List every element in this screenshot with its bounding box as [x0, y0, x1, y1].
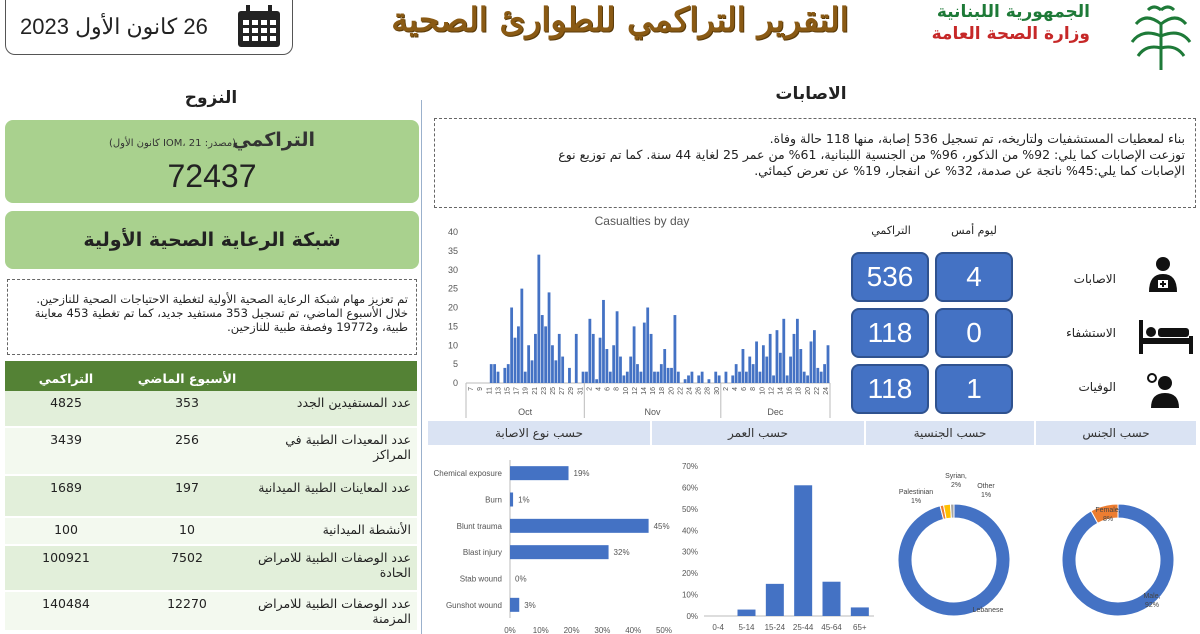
x-tick-label: 5-14 — [738, 623, 755, 632]
row-total: 4825 — [50, 395, 82, 410]
tab-gender[interactable]: حسب الجنس — [1036, 421, 1196, 445]
bar — [718, 375, 721, 383]
value-label: 0% — [515, 574, 527, 584]
bar — [544, 326, 547, 383]
row-total: 3439 — [50, 432, 82, 447]
month-label: Nov — [644, 407, 661, 417]
hospital-bed-icon — [1139, 318, 1193, 354]
phc-title: شبكة الرعاية الصحية الأولية — [5, 211, 419, 269]
x-tick-label: 30 — [713, 387, 721, 395]
category-label: Chemical exposure — [433, 469, 502, 479]
bar — [609, 372, 612, 383]
x-tick-label: 6 — [741, 387, 749, 391]
x-tick-label: 23 — [540, 387, 548, 395]
bar — [660, 364, 663, 383]
bar — [541, 315, 544, 383]
x-tick-label: 16 — [650, 387, 658, 395]
x-tick-label: 4 — [595, 387, 603, 391]
injuries-yesterday: 4 — [935, 252, 1013, 302]
x-tick-label: 19 — [522, 387, 530, 395]
bar — [725, 372, 728, 383]
y-tick-label: 70% — [681, 462, 698, 471]
bar — [605, 349, 608, 383]
x-tick-label: 10 — [759, 387, 767, 395]
x-tick-label: 7 — [468, 387, 476, 391]
bar — [616, 311, 619, 383]
bar — [636, 364, 639, 383]
col-cumulative-label: التراكمي — [871, 224, 911, 237]
bar — [752, 364, 755, 383]
x-tick-label: 45-64 — [821, 623, 842, 632]
x-tick-label: 4 — [731, 387, 739, 391]
bar — [674, 315, 677, 383]
row-total: 140484 — [42, 596, 90, 611]
bar — [738, 372, 741, 383]
casualties-by-day-chart — [430, 210, 835, 422]
category-label: Burn — [485, 495, 502, 505]
y-tick-label: 20 — [447, 302, 458, 313]
bar — [599, 338, 602, 383]
bar — [575, 334, 578, 383]
bar — [588, 319, 591, 383]
row-total: 100921 — [42, 550, 90, 565]
bar — [813, 330, 816, 383]
x-tick-label: 14 — [640, 387, 648, 395]
bar — [742, 349, 745, 383]
y-tick-label: 35 — [447, 245, 458, 256]
bar — [653, 372, 656, 383]
table-header-label — [247, 372, 417, 380]
bar — [507, 364, 510, 383]
age-chart — [678, 450, 878, 634]
bar — [650, 334, 653, 383]
x-tick-label: 13 — [495, 387, 503, 395]
slice-label: Lebanese — [972, 607, 1004, 614]
gender-chart — [1046, 450, 1196, 634]
summary-line-2: توزعت الإصابات كما يلي: 92% من الذكور، 96% من الجنسية اللبنانية، 61% من عمر 25 لغاية 44 سنة. كما تم توزيع نوع — [558, 147, 1185, 162]
bar — [612, 345, 615, 383]
slice-label: Syrian, 2% — [945, 473, 967, 489]
bar — [779, 353, 782, 383]
bar — [765, 357, 768, 383]
bar — [748, 357, 751, 383]
table-header-total: التراكمي — [38, 370, 94, 386]
table-row — [5, 391, 417, 428]
bar — [517, 326, 520, 383]
x-tick-label: 16 — [786, 387, 794, 395]
x-tick-label: 25-44 — [792, 623, 814, 632]
republic-label: الجمهورية اللبنانية — [936, 2, 1090, 22]
bar — [762, 345, 765, 383]
x-tick-label: 0% — [504, 626, 516, 634]
x-tick-label: 6 — [604, 387, 612, 391]
category-label: Blast injury — [462, 548, 502, 558]
bar — [663, 349, 666, 383]
bar — [691, 372, 694, 383]
x-tick-label: 9 — [477, 387, 485, 391]
y-tick-label: 25 — [447, 283, 458, 294]
summary-line-3: الإصابات كما يلي:45% ناتجة عن صدمة، 32% عن انفجار، 19% عن تعرض كيمائي. — [754, 163, 1185, 178]
bar — [799, 349, 802, 383]
x-tick-label: 31 — [577, 387, 585, 395]
x-tick-label: 11 — [486, 387, 494, 395]
hospitalized-label: الاستشفاء — [1066, 326, 1116, 340]
bar — [769, 334, 772, 383]
bar — [622, 375, 625, 383]
bar — [708, 379, 711, 383]
injury-type-chart — [428, 450, 678, 634]
x-tick-label: 10 — [622, 387, 630, 395]
x-tick-label: 8 — [613, 387, 621, 391]
tab-nationality[interactable]: حسب الجنسية — [866, 421, 1034, 445]
x-tick-label: 8 — [750, 387, 758, 391]
y-tick-label: 0 — [452, 378, 458, 388]
bar — [816, 368, 819, 383]
bar — [585, 372, 588, 383]
value-label: 19% — [573, 469, 590, 479]
y-tick-label: 40 — [447, 227, 458, 237]
bar — [527, 345, 530, 383]
y-tick-label: 60% — [681, 483, 698, 493]
bar — [602, 300, 605, 383]
deceased-person-icon — [1146, 372, 1180, 408]
panel-divider — [421, 100, 422, 634]
category-label: Blunt trauma — [456, 521, 502, 531]
bar — [687, 375, 690, 383]
bar — [629, 357, 632, 383]
category-label: Gunshot wound — [445, 600, 502, 610]
bar — [554, 360, 557, 383]
bar — [626, 372, 629, 383]
bar — [510, 493, 513, 507]
ministry-name — [900, 2, 1090, 44]
bar — [510, 466, 569, 480]
y-tick-label: 10% — [681, 590, 698, 600]
y-tick-label: 20% — [681, 569, 698, 579]
month-label: Oct — [518, 407, 533, 417]
source-note: (مصدر: IOM، 21 كانون الأول) — [109, 138, 237, 149]
displacement-title: النزوح — [184, 88, 238, 108]
table-row — [5, 476, 417, 518]
bar — [524, 372, 527, 383]
bar — [796, 319, 799, 383]
bar — [510, 545, 609, 559]
x-tick-label: 20% — [563, 626, 580, 634]
bar — [582, 372, 585, 383]
slice-label: Palestinian 1% — [898, 489, 934, 505]
x-tick-label: 2 — [586, 387, 594, 391]
x-tick-label: 21 — [531, 387, 539, 395]
bar — [667, 368, 670, 383]
x-tick-label: 26 — [695, 387, 703, 395]
y-tick-label: 30% — [681, 547, 698, 557]
bar — [531, 360, 534, 383]
bar — [619, 357, 622, 383]
row-label: عدد المعاينات الطبية الميدانية — [258, 480, 411, 495]
x-tick-label: 29 — [568, 387, 576, 395]
value-label: 32% — [613, 548, 630, 558]
bar — [568, 368, 571, 383]
x-tick-label: 15 — [504, 387, 512, 395]
slice-label: Other 1% — [977, 483, 995, 499]
bar — [803, 372, 806, 383]
bar — [592, 334, 595, 383]
row-label: عدد المعيدات الطبية في المراكز — [285, 432, 411, 462]
bar — [735, 364, 738, 383]
bar — [595, 379, 598, 383]
page-title: التقرير التراكمي للطوارئ الصحية — [391, 0, 849, 39]
cedar-logo-icon — [1128, 2, 1194, 72]
x-tick-label: 22 — [677, 387, 685, 395]
x-tick-label: 25 — [549, 387, 557, 395]
bar — [537, 255, 540, 383]
bar — [657, 372, 660, 383]
bar — [731, 375, 734, 383]
row-week: 197 — [175, 480, 199, 495]
bar — [520, 289, 523, 383]
y-tick-label: 15 — [447, 321, 458, 332]
table-row — [5, 428, 417, 476]
value-label: 45% — [653, 521, 670, 531]
table-row — [5, 518, 417, 546]
bar — [493, 364, 496, 383]
x-tick-label: 65+ — [853, 623, 867, 632]
table-row — [5, 546, 417, 592]
bar — [514, 338, 517, 383]
row-label: الأنشطة الميدانية — [322, 522, 411, 537]
month-label: Dec — [767, 407, 784, 417]
x-tick-label: 12 — [768, 387, 776, 395]
chart-title: Casualties by day — [594, 214, 690, 228]
bar — [670, 368, 673, 383]
x-tick-label: 40% — [625, 626, 642, 634]
bar — [793, 334, 796, 383]
phc-description: تم تعزيز مهام شبكة الرعاية الصحية الأولية لتغطية الاحتياجات الصحية للنازحين. خلال الأسبوع الماضي، تم تسجيل 353 مستفيد جديد، كما تم تغطية 453 معاينة طبية، و19772 وفصفة طبية للنازحين. — [7, 279, 417, 355]
bar — [738, 610, 756, 616]
col-yesterday-label: ليوم أمس — [951, 224, 997, 237]
bar — [789, 357, 792, 383]
slice-label: Male, 92% — [1143, 593, 1161, 609]
bar — [810, 341, 813, 383]
bar — [851, 607, 869, 616]
cumulative-value: 72437 — [167, 158, 257, 194]
x-tick-label: 15-24 — [764, 623, 786, 632]
bar — [759, 372, 762, 383]
bar — [820, 372, 823, 383]
x-tick-label: 14 — [777, 387, 785, 395]
y-tick-label: 0% — [686, 612, 698, 621]
bar — [646, 308, 649, 384]
x-tick-label: 2 — [722, 387, 730, 391]
bar — [558, 334, 561, 383]
injuries-cumulative: 536 — [851, 252, 929, 302]
table-row — [5, 592, 417, 632]
bar — [503, 368, 506, 383]
bar — [786, 375, 789, 383]
pie-slice — [898, 504, 1010, 616]
bar — [806, 375, 809, 383]
deaths-cumulative: 118 — [851, 364, 929, 414]
value-label: 1% — [518, 495, 530, 505]
y-tick-label: 50% — [681, 504, 698, 514]
x-tick-label: 17 — [513, 387, 521, 395]
x-tick-label: 12 — [631, 387, 639, 395]
x-tick-label: 20 — [668, 387, 676, 395]
bar — [633, 326, 636, 383]
injuries-summary — [434, 118, 1196, 208]
bar — [551, 345, 554, 383]
row-week: 10 — [179, 522, 195, 537]
injuries-label: الاصابات — [1073, 272, 1116, 286]
ministry-label: وزارة الصحة العامة — [931, 24, 1090, 44]
report-date: 26 كانون الأول 2023 — [20, 14, 208, 39]
injured-person-icon — [1146, 256, 1180, 292]
bar — [684, 379, 687, 383]
x-tick-label: 10% — [532, 626, 549, 634]
bar — [714, 372, 717, 383]
y-tick-label: 10 — [447, 340, 458, 351]
calendar-icon — [236, 5, 282, 49]
deaths-label: الوفيات — [1078, 380, 1116, 394]
hospitalized-cumulative: 118 — [851, 308, 929, 358]
bar — [548, 292, 551, 383]
x-tick-label: 18 — [659, 387, 667, 395]
row-label: عدد المستفيدين الجدد — [296, 395, 411, 410]
table-header — [5, 361, 417, 391]
row-label: عدد الوصفات الطبية للامراض المزمنة — [258, 596, 411, 626]
category-label: Stab wound — [459, 574, 502, 584]
x-tick-label: 30% — [594, 626, 611, 634]
summary-line-1: بناء لمعطيات المستشفيات ولتاريخه، تم تسجيل 536 إصابة، منها 118 حالة وفاة. — [769, 131, 1185, 146]
tab-injury-type[interactable]: حسب نوع الاصابة — [428, 421, 650, 445]
bar — [677, 372, 680, 383]
x-tick-label: 22 — [813, 387, 821, 395]
row-week: 353 — [175, 395, 199, 410]
x-tick-label: 18 — [795, 387, 803, 395]
bar — [561, 357, 564, 383]
row-week: 256 — [175, 432, 199, 447]
x-tick-label: 24 — [686, 387, 694, 395]
bar — [534, 334, 537, 383]
phc-table — [5, 361, 417, 634]
x-tick-label: 20 — [804, 387, 812, 395]
row-total: 1689 — [50, 480, 82, 495]
x-tick-label: 28 — [704, 387, 712, 395]
bar — [827, 345, 830, 383]
tab-age[interactable]: حسب العمر — [652, 421, 864, 445]
pie-slice — [950, 504, 954, 518]
row-label: عدد الوصفات الطبية للامراض الحادة — [258, 550, 411, 580]
y-tick-label: 40% — [681, 526, 698, 536]
bar — [823, 364, 826, 383]
cumulative-label: التراكمي — [232, 129, 315, 151]
bar — [794, 485, 812, 616]
hospitalized-yesterday: 0 — [935, 308, 1013, 358]
bar — [701, 372, 704, 383]
date-box — [5, 0, 293, 55]
row-week: 7502 — [171, 550, 203, 565]
bar — [497, 372, 500, 383]
y-tick-label: 30 — [447, 264, 458, 275]
bar — [772, 375, 775, 383]
bar — [745, 372, 748, 383]
bar — [490, 364, 493, 383]
bar — [823, 582, 841, 616]
bar — [755, 341, 758, 383]
bar — [697, 375, 700, 383]
bar — [782, 319, 785, 383]
table-header-week: الأسبوع الماضي — [137, 370, 237, 386]
bar — [510, 308, 513, 384]
nationality-chart — [886, 450, 1036, 634]
row-week: 12270 — [167, 596, 207, 611]
cumulative-displaced-card — [5, 120, 419, 203]
bar — [510, 519, 649, 533]
x-tick-label: 24 — [822, 387, 830, 395]
injuries-title: الاصابات — [775, 84, 847, 104]
deaths-yesterday: 1 — [935, 364, 1013, 414]
bar — [776, 330, 779, 383]
bar — [510, 598, 519, 612]
bar — [766, 584, 784, 616]
y-tick-label: 5 — [452, 359, 458, 370]
x-tick-label: 27 — [559, 387, 567, 395]
bar — [639, 372, 642, 383]
x-tick-label: 50% — [655, 626, 673, 634]
row-total: 100 — [54, 522, 78, 537]
bar — [643, 323, 646, 383]
slice-label: Female, 8% — [1095, 507, 1121, 523]
x-tick-label: 0-4 — [712, 623, 724, 632]
value-label: 3% — [524, 600, 536, 610]
